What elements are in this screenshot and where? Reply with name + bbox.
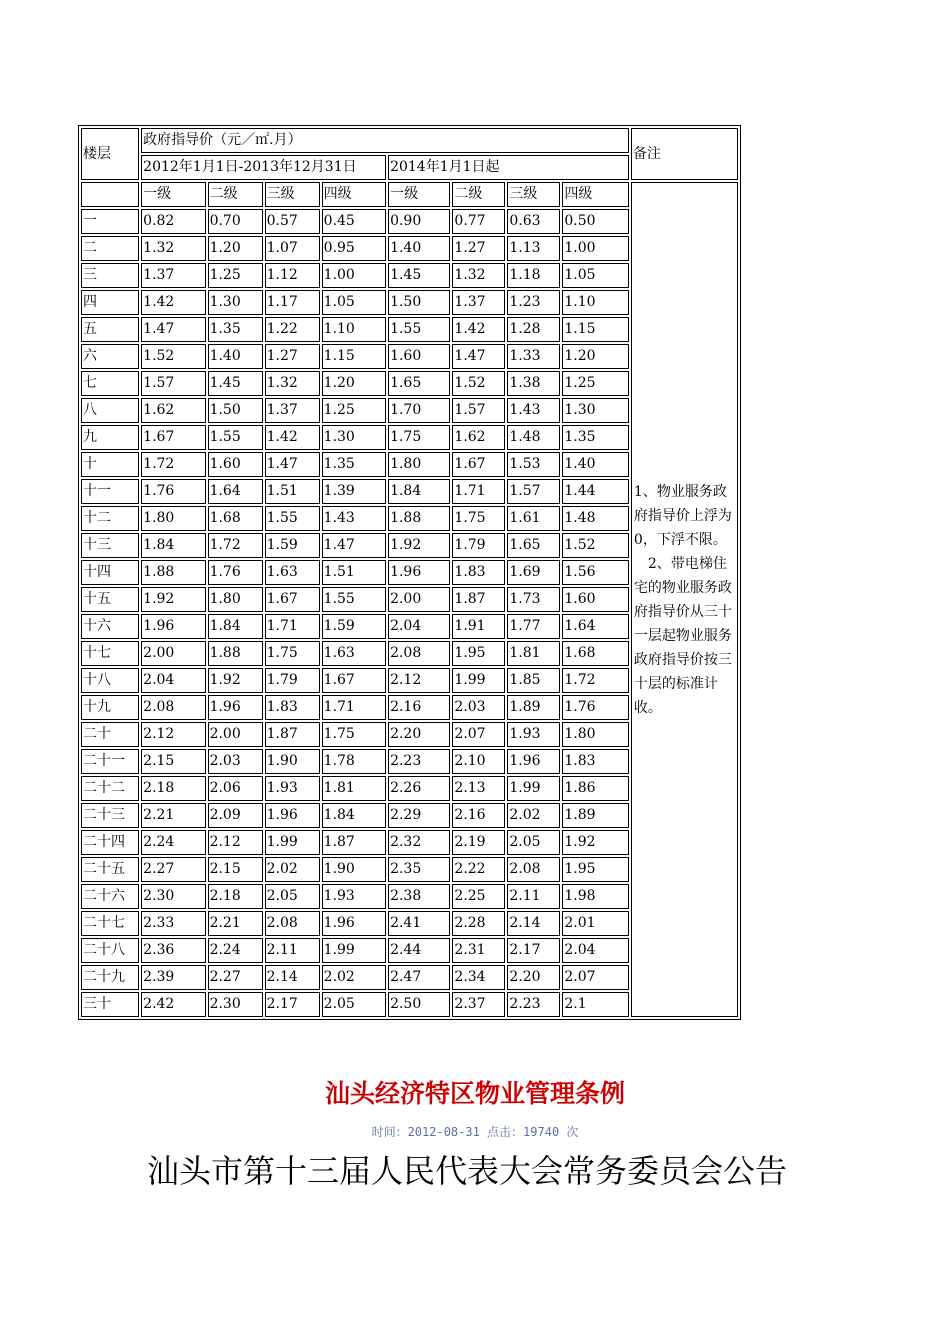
floor-cell: 十五 <box>81 587 139 612</box>
price-cell: 2.42 <box>141 992 205 1017</box>
floor-cell: 十七 <box>81 641 139 666</box>
floor-cell: 二十三 <box>81 803 139 828</box>
floor-cell: 十三 <box>81 533 139 558</box>
price-cell: 1.45 <box>388 263 450 288</box>
price-cell: 1.99 <box>452 668 505 693</box>
price-cell: 1.78 <box>322 749 386 774</box>
price-cell: 1.48 <box>507 425 560 450</box>
price-cell: 1.67 <box>452 452 505 477</box>
price-cell: 2.14 <box>265 965 320 990</box>
price-cell: 2.09 <box>208 803 263 828</box>
price-cell: 1.48 <box>562 506 629 531</box>
price-cell: 2.50 <box>388 992 450 1017</box>
price-cell: 2.30 <box>208 992 263 1017</box>
price-cell: 1.40 <box>208 344 263 369</box>
price-cell: 1.50 <box>388 290 450 315</box>
price-cell: 1.55 <box>208 425 263 450</box>
price-cell: 0.77 <box>452 209 505 234</box>
price-cell: 2.05 <box>265 884 320 909</box>
price-cell: 1.67 <box>322 668 386 693</box>
price-cell: 2.22 <box>452 857 505 882</box>
price-cell: 1.81 <box>507 641 560 666</box>
price-cell: 1.75 <box>322 722 386 747</box>
price-cell: 2.23 <box>388 749 450 774</box>
price-cell: 1.20 <box>208 236 263 261</box>
floor-cell: 十九 <box>81 695 139 720</box>
price-cell: 2.17 <box>265 992 320 1017</box>
price-cell: 1.10 <box>322 317 386 342</box>
price-cell: 1.10 <box>562 290 629 315</box>
price-cell: 1.96 <box>208 695 263 720</box>
price-cell: 1.79 <box>452 533 505 558</box>
floor-cell: 七 <box>81 371 139 396</box>
price-cell: 1.99 <box>322 938 386 963</box>
floor-cell: 二 <box>81 236 139 261</box>
price-cell: 2.16 <box>388 695 450 720</box>
price-cell: 1.93 <box>322 884 386 909</box>
price-cell: 2.35 <box>388 857 450 882</box>
price-cell: 1.92 <box>141 587 205 612</box>
price-cell: 1.38 <box>507 371 560 396</box>
price-cell: 1.71 <box>322 695 386 720</box>
price-cell: 0.57 <box>265 209 320 234</box>
price-cell: 1.47 <box>141 317 205 342</box>
floor-cell: 二十五 <box>81 857 139 882</box>
price-cell: 1.00 <box>322 263 386 288</box>
price-cell: 2.30 <box>141 884 205 909</box>
price-cell: 1.68 <box>562 641 629 666</box>
price-cell: 2.13 <box>452 776 505 801</box>
floor-cell: 二十 <box>81 722 139 747</box>
grade-header: 二级 <box>208 182 263 207</box>
price-cell: 2.08 <box>265 911 320 936</box>
price-cell: 1.25 <box>322 398 386 423</box>
price-cell: 1.83 <box>562 749 629 774</box>
price-cell: 1.47 <box>265 452 320 477</box>
price-cell: 1.65 <box>507 533 560 558</box>
price-cell: 1.68 <box>208 506 263 531</box>
price-cell: 1.15 <box>322 344 386 369</box>
price-cell: 1.47 <box>452 344 505 369</box>
price-cell: 2.29 <box>388 803 450 828</box>
remark-note-2: 2、带电梯住宅的物业服务政府指导价从三十一层起物业服务政府指导价按三十层的标准计收。 <box>633 555 732 716</box>
price-cell: 1.86 <box>562 776 629 801</box>
grade-header: 一级 <box>388 182 450 207</box>
price-cell: 2.11 <box>265 938 320 963</box>
price-cell: 1.17 <box>265 290 320 315</box>
price-cell: 1.76 <box>141 479 205 504</box>
price-cell: 1.40 <box>562 452 629 477</box>
price-cell: 2.03 <box>452 695 505 720</box>
grade-header: 一级 <box>141 182 205 207</box>
grade-corner <box>81 182 139 207</box>
price-cell: 2.07 <box>562 965 629 990</box>
price-cell: 1.80 <box>562 722 629 747</box>
price-cell: 2.04 <box>562 938 629 963</box>
price-cell: 2.03 <box>208 749 263 774</box>
price-cell: 1.76 <box>562 695 629 720</box>
price-cell: 1.53 <box>507 452 560 477</box>
price-cell: 1.32 <box>265 371 320 396</box>
price-cell: 1.87 <box>265 722 320 747</box>
price-cell: 1.40 <box>388 236 450 261</box>
price-cell: 1.84 <box>141 533 205 558</box>
price-cell: 1.95 <box>562 857 629 882</box>
price-cell: 1.05 <box>322 290 386 315</box>
price-cell: 1.60 <box>208 452 263 477</box>
floor-cell: 二十九 <box>81 965 139 990</box>
price-cell: 2.39 <box>141 965 205 990</box>
price-cell: 2.27 <box>141 857 205 882</box>
price-cell: 0.82 <box>141 209 205 234</box>
price-cell: 1.61 <box>507 506 560 531</box>
price-cell: 2.12 <box>208 830 263 855</box>
price-cell: 1.55 <box>388 317 450 342</box>
price-cell: 0.45 <box>322 209 386 234</box>
floor-cell: 八 <box>81 398 139 423</box>
price-cell: 1.89 <box>562 803 629 828</box>
price-cell: 2.12 <box>141 722 205 747</box>
price-cell: 1.27 <box>265 344 320 369</box>
price-cell: 2.04 <box>141 668 205 693</box>
article-title: 汕头经济特区物业管理条例 <box>324 1079 625 1108</box>
price-cell: 1.20 <box>562 344 629 369</box>
price-cell: 1.71 <box>265 614 320 639</box>
floor-cell: 二十四 <box>81 830 139 855</box>
floor-cell: 五 <box>81 317 139 342</box>
price-cell: 2.08 <box>141 695 205 720</box>
floor-cell: 二十七 <box>81 911 139 936</box>
price-cell: 1.90 <box>265 749 320 774</box>
price-cell: 2.18 <box>141 776 205 801</box>
price-cell: 1.80 <box>208 587 263 612</box>
price-cell: 1.67 <box>265 587 320 612</box>
price-cell: 2.41 <box>388 911 450 936</box>
grade-header: 四级 <box>322 182 386 207</box>
price-cell: 2.37 <box>452 992 505 1017</box>
price-cell: 1.96 <box>322 911 386 936</box>
price-cell: 2.19 <box>452 830 505 855</box>
floor-cell: 十二 <box>81 506 139 531</box>
price-cell: 1.15 <box>562 317 629 342</box>
price-cell: 1.12 <box>265 263 320 288</box>
price-cell: 1.73 <box>507 587 560 612</box>
price-cell: 1.92 <box>208 668 263 693</box>
price-cell: 1.98 <box>562 884 629 909</box>
price-cell: 2.12 <box>388 668 450 693</box>
price-cell: 1.64 <box>562 614 629 639</box>
price-cell: 2.20 <box>507 965 560 990</box>
floor-cell: 六 <box>81 344 139 369</box>
price-cell: 1.75 <box>265 641 320 666</box>
price-cell: 1.45 <box>208 371 263 396</box>
price-cell: 1.72 <box>562 668 629 693</box>
price-cell: 1.80 <box>388 452 450 477</box>
price-cell: 2.14 <box>507 911 560 936</box>
price-cell: 2.18 <box>208 884 263 909</box>
price-cell: 2.1 <box>562 992 629 1017</box>
price-cell: 2.44 <box>388 938 450 963</box>
period-2012-2013: 2012年1月1日-2013年12月31日 <box>141 155 386 180</box>
price-cell: 2.16 <box>452 803 505 828</box>
price-cell: 1.87 <box>452 587 505 612</box>
header-row-price <box>81 128 738 153</box>
price-cell: 1.52 <box>141 344 205 369</box>
floor-cell: 十 <box>81 452 139 477</box>
price-cell: 1.59 <box>265 533 320 558</box>
price-cell: 2.31 <box>452 938 505 963</box>
price-cell: 2.00 <box>388 587 450 612</box>
price-cell: 1.65 <box>388 371 450 396</box>
price-cell: 1.72 <box>141 452 205 477</box>
price-cell: 1.18 <box>507 263 560 288</box>
price-cell: 1.88 <box>208 641 263 666</box>
price-cell: 1.85 <box>507 668 560 693</box>
price-cell: 1.60 <box>562 587 629 612</box>
price-cell: 1.75 <box>388 425 450 450</box>
price-cell: 2.24 <box>141 830 205 855</box>
price-cell: 1.57 <box>507 479 560 504</box>
price-cell: 2.05 <box>507 830 560 855</box>
floor-cell: 十八 <box>81 668 139 693</box>
price-cell: 1.88 <box>141 560 205 585</box>
price-cell: 1.37 <box>141 263 205 288</box>
price-cell: 2.10 <box>452 749 505 774</box>
price-cell: 2.15 <box>208 857 263 882</box>
price-cell: 1.96 <box>265 803 320 828</box>
price-cell: 1.63 <box>322 641 386 666</box>
price-cell: 1.55 <box>322 587 386 612</box>
header-row-grades <box>81 182 738 207</box>
price-cell: 2.02 <box>322 965 386 990</box>
price-cell: 1.35 <box>208 317 263 342</box>
price-cell: 1.35 <box>562 425 629 450</box>
price-cell: 1.90 <box>322 857 386 882</box>
price-cell: 1.83 <box>265 695 320 720</box>
price-cell: 1.57 <box>141 371 205 396</box>
price-cell: 1.27 <box>452 236 505 261</box>
grade-header: 三级 <box>265 182 320 207</box>
floor-cell: 二十一 <box>81 749 139 774</box>
remark-note-1: 1、物业服务政府指导价上浮为0，下浮不限。 <box>633 483 732 548</box>
price-cell: 2.00 <box>141 641 205 666</box>
price-cell: 2.04 <box>388 614 450 639</box>
price-cell: 1.42 <box>265 425 320 450</box>
price-cell: 1.33 <box>507 344 560 369</box>
price-cell: 1.42 <box>141 290 205 315</box>
price-cell: 1.57 <box>452 398 505 423</box>
price-cell: 1.81 <box>322 776 386 801</box>
price-cell: 1.13 <box>507 236 560 261</box>
period-2014: 2014年1月1日起 <box>388 155 629 180</box>
price-cell: 2.26 <box>388 776 450 801</box>
remark-cell <box>631 182 738 1017</box>
price-cell: 2.21 <box>141 803 205 828</box>
price-cell: 1.51 <box>265 479 320 504</box>
price-cell: 1.20 <box>322 371 386 396</box>
price-cell: 2.34 <box>452 965 505 990</box>
price-cell: 2.27 <box>208 965 263 990</box>
article-meta: 时间：2012-08-31 点击：19740 次 <box>371 1125 579 1139</box>
price-cell: 1.83 <box>452 560 505 585</box>
price-cell: 1.80 <box>141 506 205 531</box>
price-cell: 1.32 <box>141 236 205 261</box>
price-cell: 1.22 <box>265 317 320 342</box>
price-header: 政府指导价（元／㎡.月） <box>141 128 629 153</box>
floor-cell: 一 <box>81 209 139 234</box>
price-cell: 1.71 <box>452 479 505 504</box>
grade-header: 四级 <box>562 182 629 207</box>
price-cell: 1.89 <box>507 695 560 720</box>
price-cell: 2.15 <box>141 749 205 774</box>
price-cell: 1.30 <box>562 398 629 423</box>
price-cell: 1.32 <box>452 263 505 288</box>
price-cell: 1.75 <box>452 506 505 531</box>
price-cell: 1.43 <box>322 506 386 531</box>
price-cell: 1.67 <box>141 425 205 450</box>
price-cell: 1.60 <box>388 344 450 369</box>
price-cell: 1.25 <box>208 263 263 288</box>
price-cell: 1.00 <box>562 236 629 261</box>
floor-cell: 十六 <box>81 614 139 639</box>
grade-header: 三级 <box>507 182 560 207</box>
floor-cell: 二十六 <box>81 884 139 909</box>
price-cell: 1.91 <box>452 614 505 639</box>
floor-cell: 三十 <box>81 992 139 1017</box>
grade-header: 二级 <box>452 182 505 207</box>
price-cell: 1.84 <box>388 479 450 504</box>
price-cell: 1.69 <box>507 560 560 585</box>
price-cell: 1.93 <box>265 776 320 801</box>
price-cell: 1.63 <box>265 560 320 585</box>
price-cell: 1.47 <box>322 533 386 558</box>
floor-cell: 十一 <box>81 479 139 504</box>
price-cell: 1.56 <box>562 560 629 585</box>
remark-header: 备注 <box>631 128 738 180</box>
price-cell: 1.99 <box>265 830 320 855</box>
price-cell: 1.84 <box>208 614 263 639</box>
price-cell: 1.30 <box>208 290 263 315</box>
floor-cell: 四 <box>81 290 139 315</box>
price-cell: 2.32 <box>388 830 450 855</box>
price-cell: 2.00 <box>208 722 263 747</box>
price-cell: 1.96 <box>507 749 560 774</box>
price-cell: 2.11 <box>507 884 560 909</box>
price-cell: 1.62 <box>452 425 505 450</box>
price-cell: 1.05 <box>562 263 629 288</box>
floor-cell: 十四 <box>81 560 139 585</box>
price-cell: 2.20 <box>388 722 450 747</box>
price-cell: 1.44 <box>562 479 629 504</box>
price-cell: 1.37 <box>265 398 320 423</box>
price-cell: 1.93 <box>507 722 560 747</box>
price-cell: 1.92 <box>562 830 629 855</box>
price-cell: 2.06 <box>208 776 263 801</box>
price-cell: 1.87 <box>322 830 386 855</box>
price-cell: 2.07 <box>452 722 505 747</box>
price-cell: 1.51 <box>322 560 386 585</box>
price-cell: 1.64 <box>208 479 263 504</box>
price-cell: 1.30 <box>322 425 386 450</box>
price-cell: 0.50 <box>562 209 629 234</box>
price-cell: 1.99 <box>507 776 560 801</box>
price-cell: 1.92 <box>388 533 450 558</box>
price-cell: 1.72 <box>208 533 263 558</box>
price-cell: 1.96 <box>141 614 205 639</box>
price-cell: 0.95 <box>322 236 386 261</box>
price-cell: 1.79 <box>265 668 320 693</box>
price-cell: 1.95 <box>452 641 505 666</box>
price-cell: 1.39 <box>322 479 386 504</box>
price-cell: 0.70 <box>208 209 263 234</box>
price-cell: 1.59 <box>322 614 386 639</box>
price-cell: 1.96 <box>388 560 450 585</box>
floor-header: 楼层 <box>81 128 139 180</box>
price-cell: 2.08 <box>388 641 450 666</box>
price-cell: 1.07 <box>265 236 320 261</box>
price-cell: 1.50 <box>208 398 263 423</box>
price-cell: 2.36 <box>141 938 205 963</box>
price-cell: 1.52 <box>452 371 505 396</box>
price-cell: 2.01 <box>562 911 629 936</box>
floor-cell: 三 <box>81 263 139 288</box>
price-cell: 2.21 <box>208 911 263 936</box>
floor-cell: 二十二 <box>81 776 139 801</box>
price-cell: 2.17 <box>507 938 560 963</box>
price-cell: 1.70 <box>388 398 450 423</box>
announcement-heading: 汕头市第十三届人民代表大会常务委员会公告 <box>147 1152 788 1190</box>
price-cell: 1.23 <box>507 290 560 315</box>
price-cell: 2.23 <box>507 992 560 1017</box>
price-cell: 1.77 <box>507 614 560 639</box>
price-cell: 1.28 <box>507 317 560 342</box>
price-cell: 2.33 <box>141 911 205 936</box>
price-cell: 2.08 <box>507 857 560 882</box>
price-cell: 1.76 <box>208 560 263 585</box>
price-cell: 2.28 <box>452 911 505 936</box>
price-cell: 2.47 <box>388 965 450 990</box>
price-cell: 1.62 <box>141 398 205 423</box>
price-cell: 1.55 <box>265 506 320 531</box>
price-cell: 0.63 <box>507 209 560 234</box>
price-cell: 2.02 <box>265 857 320 882</box>
price-cell: 2.25 <box>452 884 505 909</box>
price-cell: 1.88 <box>388 506 450 531</box>
price-cell: 2.05 <box>322 992 386 1017</box>
price-cell: 1.43 <box>507 398 560 423</box>
price-cell: 1.84 <box>322 803 386 828</box>
price-table <box>78 125 741 1020</box>
price-cell: 1.52 <box>562 533 629 558</box>
price-cell: 1.25 <box>562 371 629 396</box>
price-cell: 0.90 <box>388 209 450 234</box>
floor-cell: 九 <box>81 425 139 450</box>
price-cell: 2.02 <box>507 803 560 828</box>
price-cell: 2.38 <box>388 884 450 909</box>
price-cell: 2.24 <box>208 938 263 963</box>
price-cell: 1.42 <box>452 317 505 342</box>
price-cell: 1.37 <box>452 290 505 315</box>
price-cell: 1.35 <box>322 452 386 477</box>
floor-cell: 二十八 <box>81 938 139 963</box>
